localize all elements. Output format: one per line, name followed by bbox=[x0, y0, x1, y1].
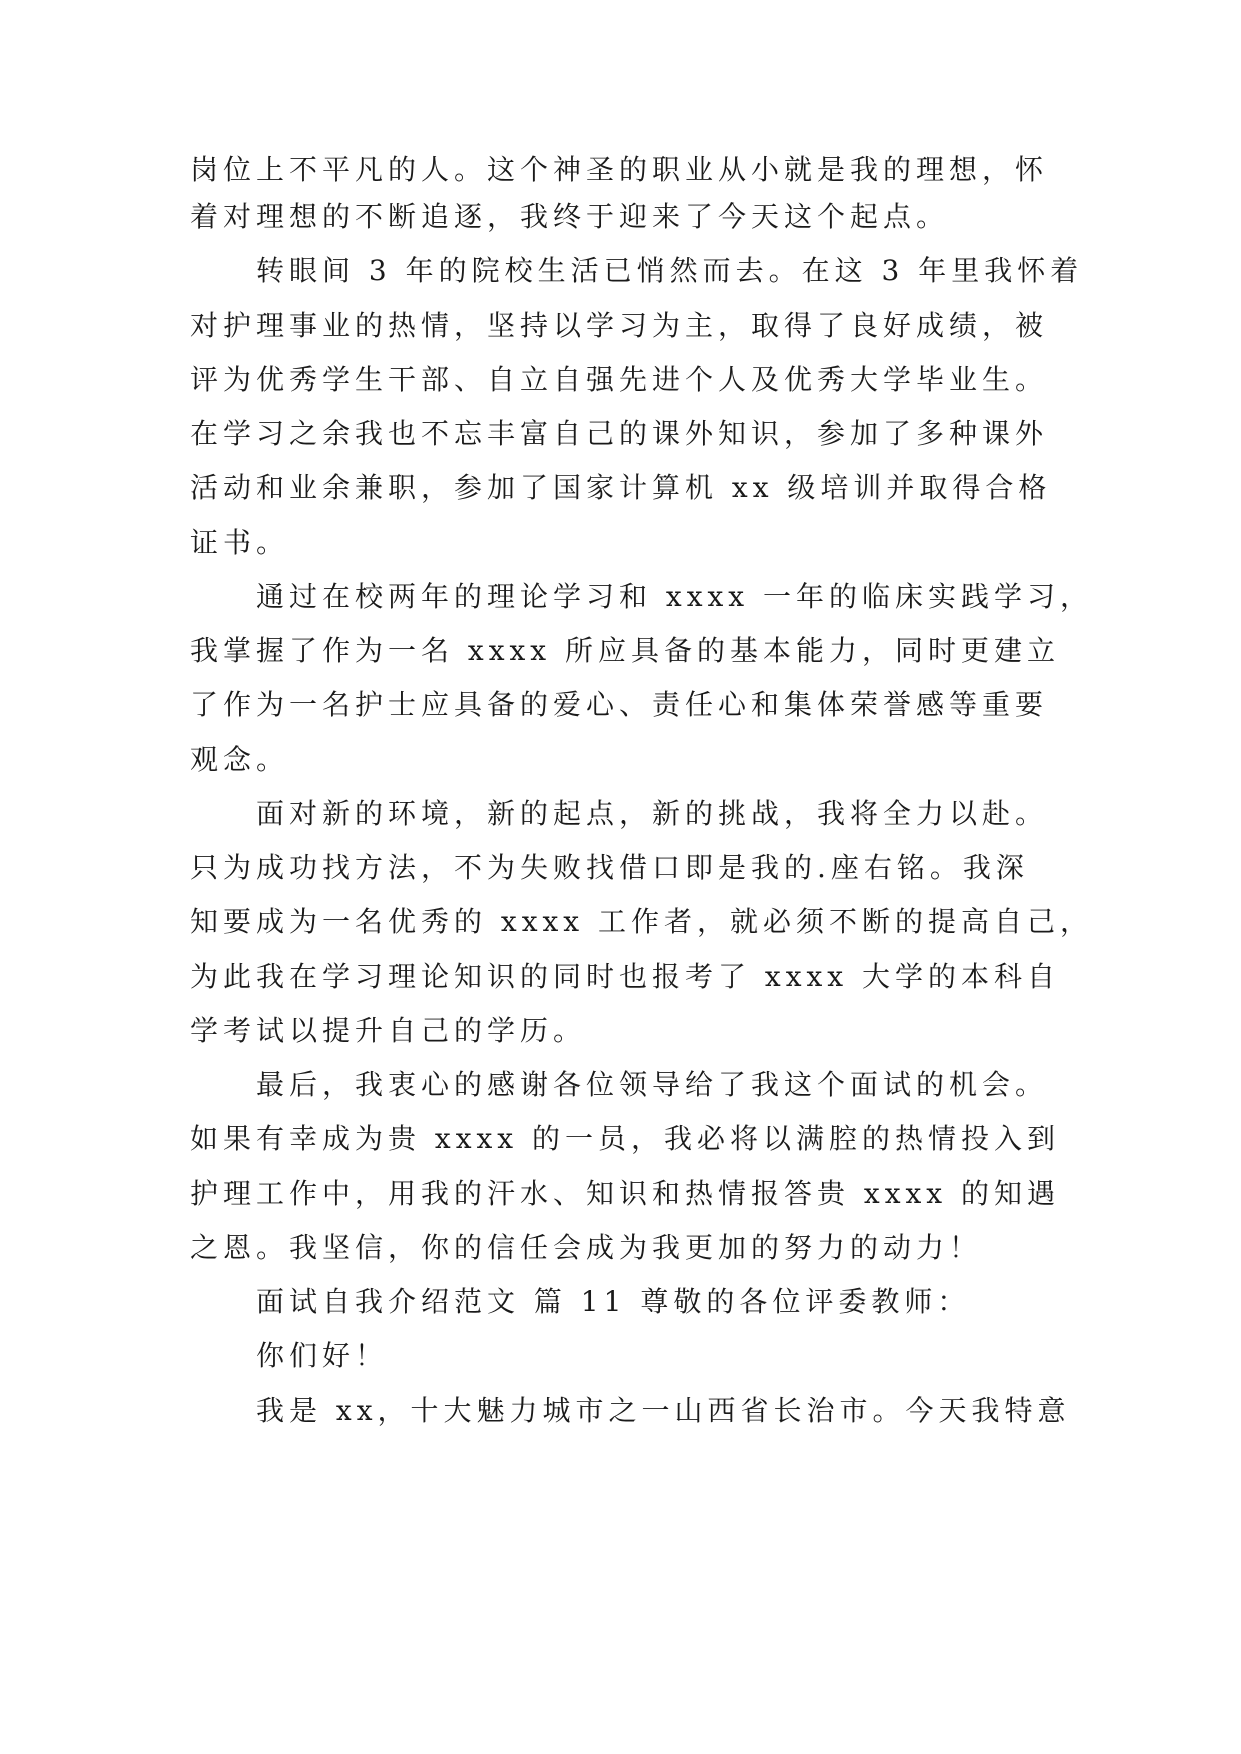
paragraph-start-line: 通过在校两年的理论学习和 xxxx 一年的临床实践学习， bbox=[256, 580, 1093, 613]
text-line: 为此我在学习理论知识的同时也报考了 xxxx 大学的本科自 bbox=[190, 960, 1060, 993]
text-line: 证书。 bbox=[190, 526, 290, 559]
text-line: 评为优秀学生干部、自立自强先进个人及优秀大学毕业生。 bbox=[190, 363, 1049, 396]
text-line: 着对理想的不断追逐，我终于迎来了今天这个起点。 bbox=[190, 200, 950, 233]
text-line: 学考试以提升自己的学历。 bbox=[190, 1014, 587, 1047]
text-line: 对护理事业的热情，坚持以学习为主，取得了良好成绩，被 bbox=[190, 309, 1049, 342]
text-line: 之恩。我坚信，你的信任会成为我更加的努力的动力！ bbox=[190, 1231, 983, 1264]
text-line: 如果有幸成为贵 xxxx 的一员，我必将以满腔的热情投入到 bbox=[190, 1122, 1060, 1155]
text-line: 在学习之余我也不忘丰富自己的课外知识，参加了多种课外 bbox=[190, 417, 1049, 450]
paragraph-start-line: 面对新的环境，新的起点，新的挑战，我将全力以赴。 bbox=[256, 797, 1049, 830]
paragraph-start-line: 转眼间 3 年的院校生活已悄然而去。在这 3 年里我怀着 bbox=[256, 254, 1084, 287]
text-line: 了作为一名护士应具备的爱心、责任心和集体荣誉感等重要 bbox=[190, 688, 1049, 721]
greeting-line: 你们好！ bbox=[256, 1339, 389, 1372]
text-line: 活动和业余兼职，参加了国家计算机 xx 级培训并取得合格 bbox=[190, 471, 1052, 504]
paragraph-start-line: 最后，我衷心的感谢各位领导给了我这个面试的机会。 bbox=[256, 1068, 1049, 1101]
text-line: 观念。 bbox=[190, 743, 290, 776]
text-line: 岗位上不平凡的人。这个神圣的职业从小就是我的理想，怀 bbox=[190, 153, 1049, 186]
section-heading-line: 面试自我介绍范文 篇 11 尊敬的各位评委教师： bbox=[256, 1285, 971, 1318]
text-line: 只为成功找方法，不为失败找借口即是我的.座右铭。我深 bbox=[190, 851, 1029, 884]
text-line: 我掌握了作为一名 xxxx 所应具备的基本能力，同时更建立 bbox=[190, 634, 1060, 667]
text-line: 知要成为一名优秀的 xxxx 工作者，就必须不断的提高自己， bbox=[190, 905, 1093, 938]
paragraph-start-line: 我是 xx，十大魅力城市之一山西省长治市。今天我特意 bbox=[256, 1394, 1071, 1427]
text-line: 护理工作中，用我的汗水、知识和热情报答贵 xxxx 的知遇 bbox=[190, 1177, 1060, 1210]
